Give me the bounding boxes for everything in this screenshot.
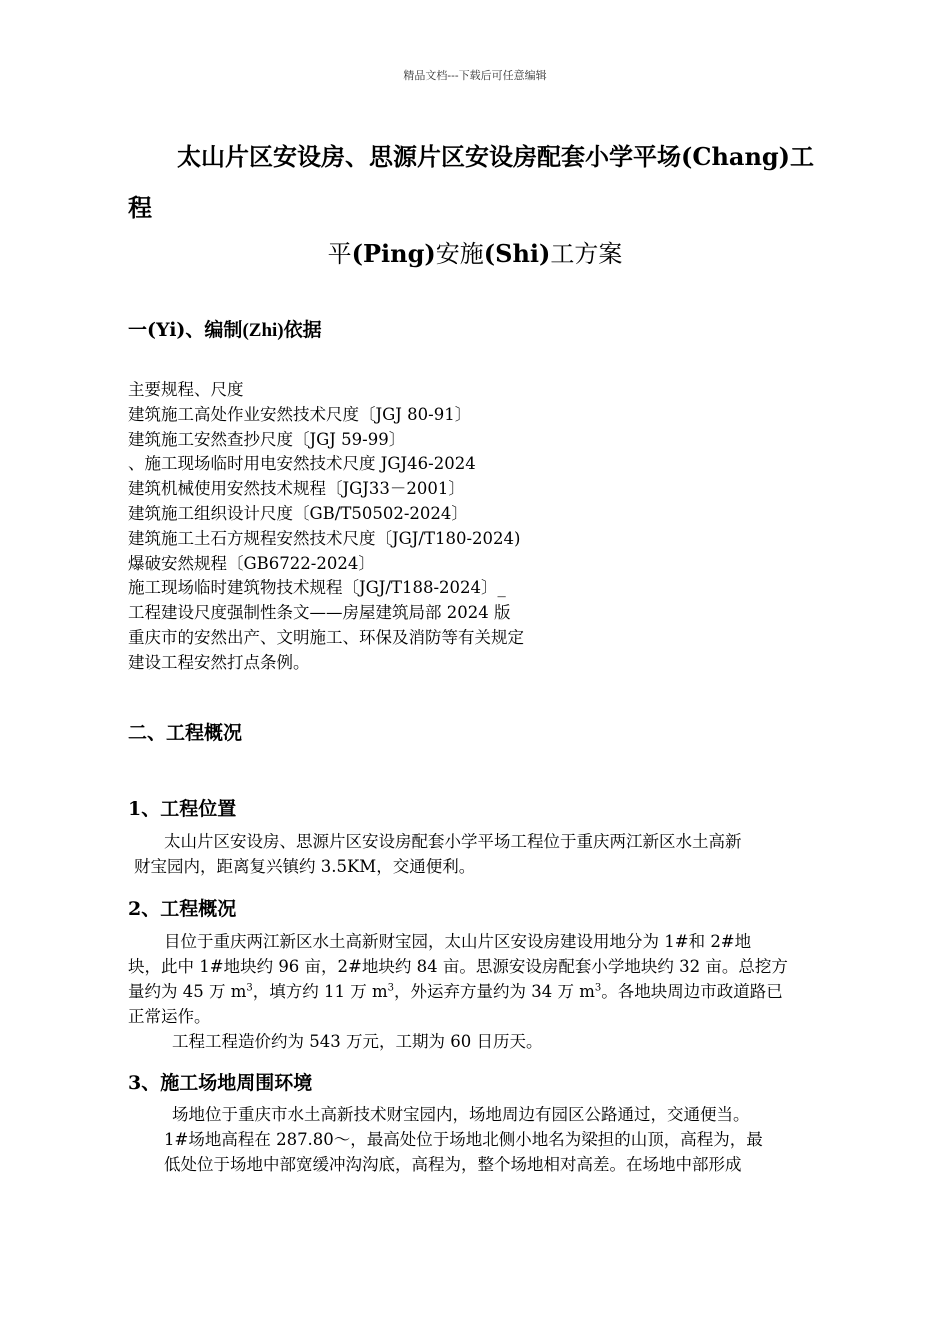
subtitle-part: 平	[327, 240, 352, 268]
subtitle-part: (Shi)	[483, 239, 551, 268]
subtitle-part: 安施	[435, 240, 484, 268]
text-run: 。各地块周边市政道路已	[601, 982, 783, 1001]
heading-part: 一(Yi)、编制	[128, 319, 243, 341]
list-item: 、施工现场临时用电安然技术尺度 JGJ46-2024	[128, 454, 476, 474]
document-title-line1: 太山片区安设房、思源片区安设房配套小学平场(Chang)工	[177, 142, 815, 171]
list-item: 重庆市的安然出产、文明施工、环保及消防等有关规定	[128, 627, 524, 647]
subtitle-part: (Ping)	[351, 239, 436, 268]
paragraph-line: 1#场地高程在 287.80～，最高处位于场地北侧小地名为梁担的山顶，高程为，最	[164, 1130, 763, 1149]
text-run: ，填方约 11 万 m	[252, 982, 388, 1001]
text-run: ，外运弃方量约为 34 万 m	[394, 982, 595, 1001]
environment-paragraph	[128, 1102, 840, 1177]
list-item: 爆破安然规程〔GB6722-2024〕	[128, 553, 375, 573]
list-item: 建筑施工组织设计尺度〔GB/T50502-2024〕	[128, 503, 468, 523]
list-item: 建设工程安然打点条例。	[128, 652, 310, 672]
subsection-environment-heading: 3、施工场地周围环境	[128, 1072, 313, 1094]
paragraph-line: 低处位于场地中部宽缓冲沟沟底，高程为，整个场地相对高差。在场地中部形成	[164, 1155, 742, 1174]
paragraph-line	[128, 979, 840, 1004]
list-item: 建筑施工安然查抄尺度〔JGJ 59-99〕	[128, 429, 406, 449]
section2-heading: 二、工程概况	[128, 722, 243, 744]
paragraph-line: 工程工程造价约为 543 万元，工期为 60 日历天。	[172, 1032, 543, 1051]
paragraph-line: 块，此中 1#地块约 96 亩，2#地块约 84 亩。思源安设房配套小学地块约 32 亩。总挖方	[128, 957, 788, 976]
subsection-location-heading: 1、工程位置	[128, 798, 237, 820]
paragraph-line: 太山片区安设房、思源片区安设房配套小学平场工程位于重庆两江新区水土高新	[164, 832, 742, 851]
paragraph-line: 正常运作。	[128, 1007, 211, 1026]
location-paragraph	[128, 829, 840, 879]
list-item: 建筑施工高处作业安然技术尺度〔JGJ 80-91〕	[128, 404, 472, 424]
paragraph-line: 场地位于重庆市水土高新技术财宝园内，场地周边有园区公路通过，交通便当。	[172, 1105, 750, 1124]
list-item: 施工现场临时建筑物技术规程〔JGJ/T188-2024〕_	[128, 578, 506, 598]
superscript: 3	[594, 982, 602, 994]
heading-part: (Zhi)	[242, 320, 284, 341]
superscript: 3	[246, 982, 253, 994]
list-item: 建筑机械使用安然技术规程〔JGJ33－2001〕	[128, 479, 465, 499]
document-subtitle	[0, 234, 950, 269]
reference-list	[128, 378, 524, 676]
paragraph-line: 财宝园内，距离复兴镇约 3.5KM，交通便利。	[134, 857, 476, 876]
overview-paragraph	[128, 929, 840, 1054]
paragraph-line: 目位于重庆两江新区水土高新财宝园，太山片区安设房建设用地分为 1#和 2#地	[164, 932, 752, 951]
section1-heading	[128, 315, 322, 342]
list-item: 建筑施工土石方规程安然技术尺度〔JGJ/T180-2024)	[128, 528, 521, 548]
list-item: 工程建设尺度强制性条文——房屋建筑局部 2024 版	[128, 603, 511, 623]
list-item: 主要规程、尺度	[128, 380, 244, 399]
subtitle-part: 工方案	[550, 240, 623, 268]
subsection-overview-heading: 2、工程概况	[128, 898, 237, 920]
document-title-line1-wrap: 程	[128, 193, 152, 222]
page-header: 精品文档---下载后可任意编辑	[403, 69, 547, 82]
superscript: 3	[387, 982, 395, 994]
text-run: 量约为 45 万 m	[128, 982, 247, 1001]
heading-part: 依据	[283, 319, 322, 341]
